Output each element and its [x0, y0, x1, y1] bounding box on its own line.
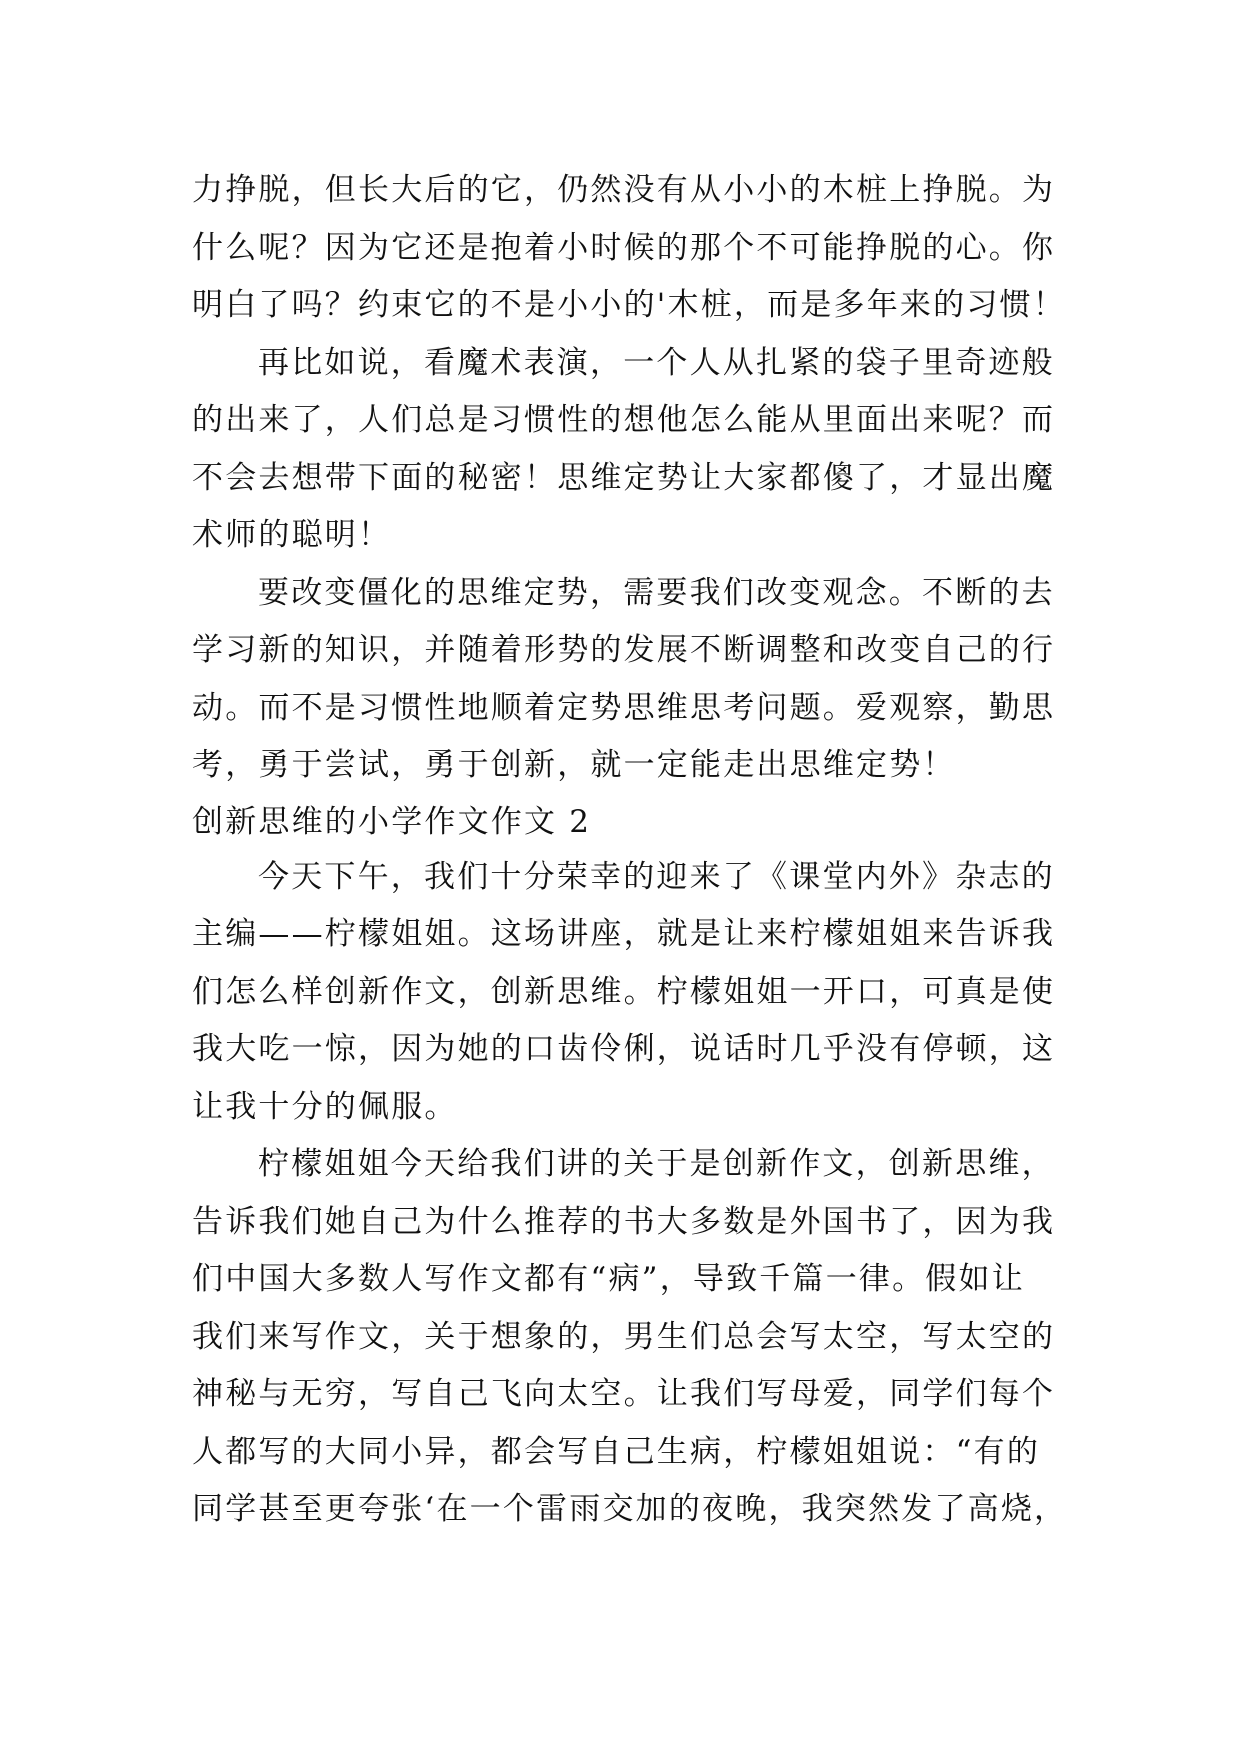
paragraph: [192, 162, 1066, 335]
text-line: 主编——柠檬姐姐。这场讲座，就是让来柠檬姐姐来告诉我: [192, 916, 1056, 952]
text-line: 的出来了，人们总是习惯性的想他怎么能从里面出来呢？而: [192, 402, 1056, 438]
text-line: 神秘与无穷，写自己飞向太空。让我们写母爱，同学们每个: [192, 1376, 1056, 1412]
text-line: 不会去想带下面的秘密！思维定势让大家都傻了，才显出魔: [192, 459, 1056, 496]
paragraph: [192, 335, 1062, 565]
text-line: 学习新的知识，并随着形势的发展不断调整和改变自己的行: [192, 632, 1056, 668]
text-line: 柠檬姐姐今天给我们讲的关于是创新作文，创新思维，: [258, 1146, 1055, 1182]
text-line: 术师的聪明！: [192, 517, 392, 553]
text-line: 让我十分的佩服。: [192, 1088, 458, 1125]
text-line: 动。而不是习惯性地顺着定势思维思考问题。爱观察，勤思: [192, 689, 1056, 726]
text-line: 人都写的大同小异，都会写自己生病，柠檬姐姐说：“有的: [192, 1433, 1041, 1470]
text-line: 什么呢？因为它还是抱着小时候的那个不可能挣脱的心。你: [192, 229, 1056, 266]
paragraph: [192, 1136, 1068, 1539]
paragraph: [192, 565, 1062, 795]
text-line: 我们来写作文，关于想象的，男生们总会写太空，写太空的: [192, 1318, 1056, 1355]
text-line: 们怎么样创新作文，创新思维。柠檬姐姐一开口，可真是使: [192, 973, 1056, 1010]
text-line: 告诉我们她自己为什么推荐的书大多数是外国书了，因为我: [192, 1203, 1056, 1240]
text-line: 今天下午，我们十分荣幸的迎来了《课堂内外》杂志的: [258, 858, 1055, 895]
text-line: 明白了吗？约束它的不是小小的'木桩，而是多年来的习惯！: [192, 287, 1066, 323]
section-heading: 创新思维的小学作文作文 2: [192, 803, 592, 840]
text-line: 考，勇于尝试，勇于创新，就一定能走出思维定势！: [192, 747, 956, 783]
text-line: 们中国大多数人写作文都有“病”，导致千篇一律。假如让: [192, 1261, 1025, 1297]
text-line: 再比如说，看魔术表演，一个人从扎紧的袋子里奇迹般: [258, 344, 1055, 381]
paragraph: [192, 849, 1062, 1137]
text-line: 我大吃一惊，因为她的口齿伶俐，说话时几乎没有停顿，这: [192, 1031, 1056, 1067]
text-line: 同学甚至更夸张‘在一个雷雨交加的夜晚，我突然发了高烧，: [192, 1491, 1068, 1527]
document-body: [192, 162, 1068, 1539]
text-line: 要改变僵化的思维定势，需要我们改变观念。不断的去: [258, 574, 1055, 611]
text-line: 力挣脱，但长大后的它，仍然没有从小小的木桩上挣脱。为: [192, 172, 1056, 208]
